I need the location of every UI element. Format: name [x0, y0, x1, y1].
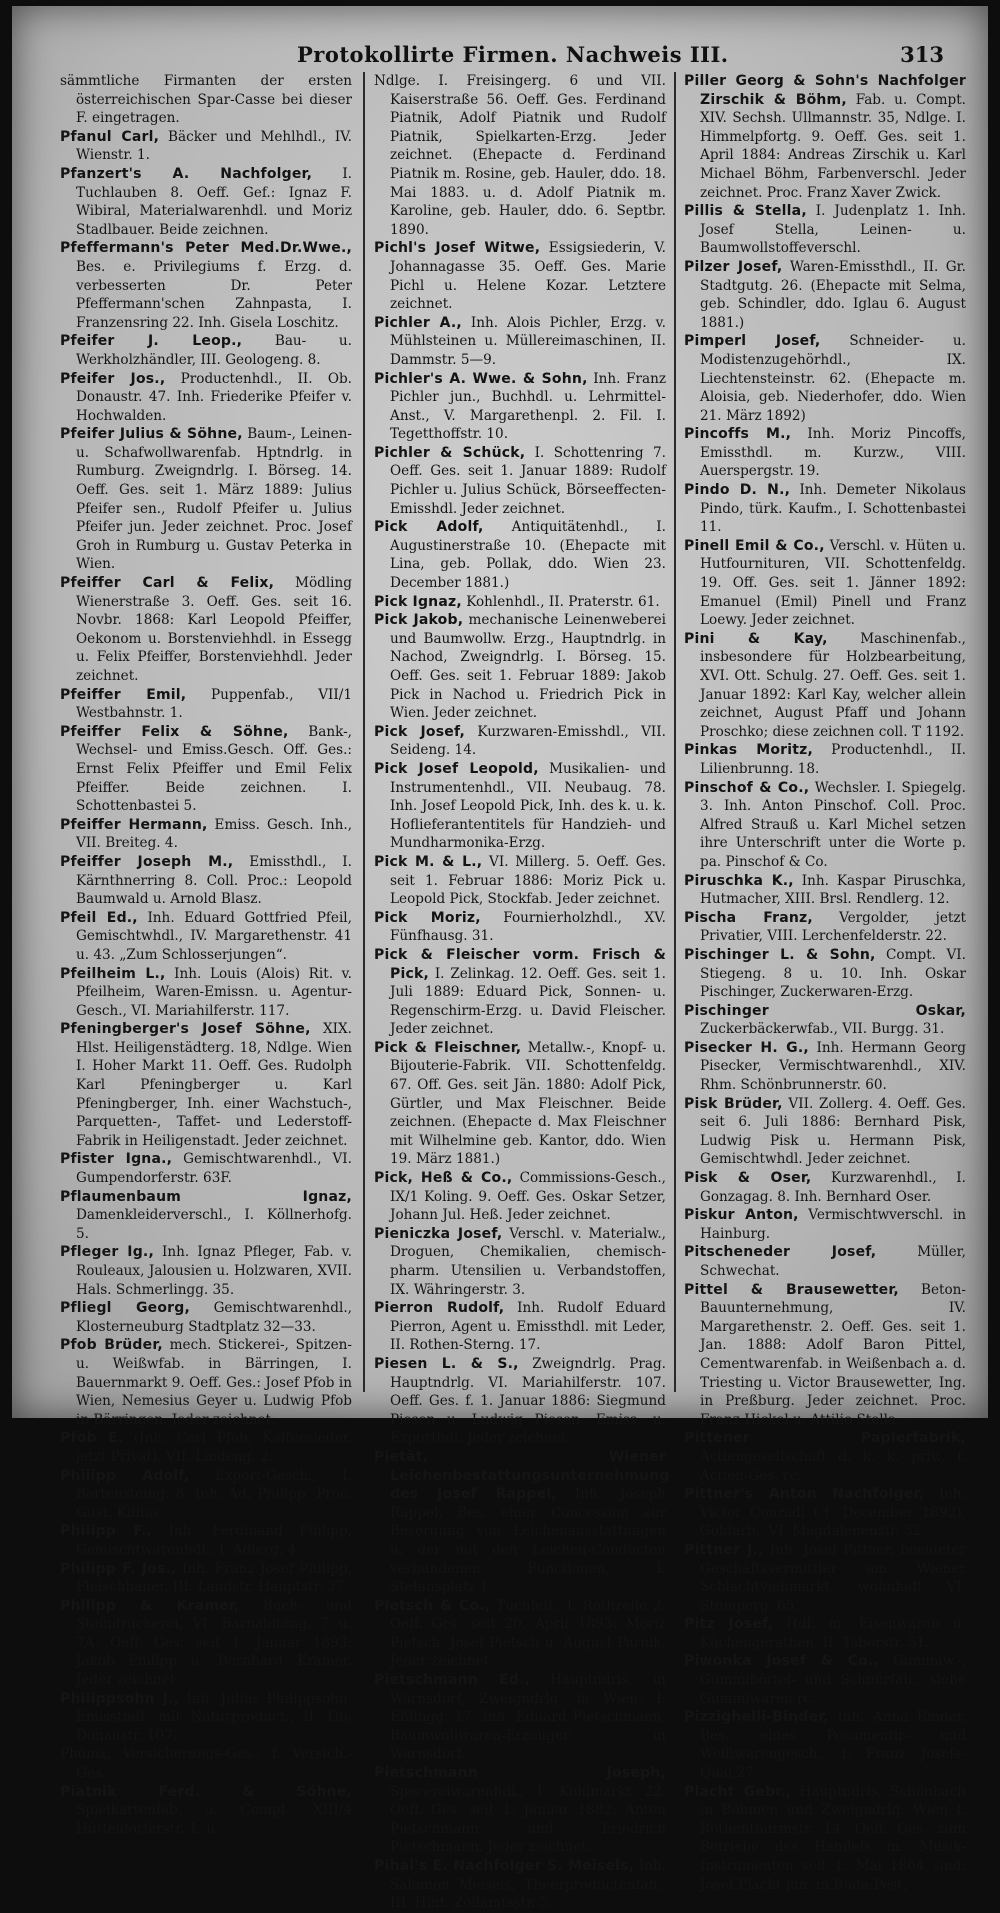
firm-details: Schneider- u. Modistenzugehörhdl., IX. Liechtensteinstr. 62. (Ehepacte m. Aloisia, geb. Niederhofer, ddo. Wien 21. März 1892): [700, 333, 966, 424]
directory-entry: [60, 128, 352, 165]
column-3: [684, 72, 967, 1893]
directory-entry: [684, 1783, 966, 1895]
firm-details: Metallw.-, Knopf- u. Bijouterie-Fabrik. VII. Schottenfeldg. 67. Off. Ges. seit Jän. 1880: Adolf Pick, Gürtler, und Max Fleischner. Beide zeichnen. (Ehepacte d. Max Fleischner mit Wilhelmine geb. Kantor, ddo. Wien 19. März 1881.): [390, 1039, 666, 1168]
directory-entry: [374, 593, 666, 612]
directory-entry: [374, 611, 666, 723]
firm-name: Pick Josef,: [374, 723, 466, 740]
directory-entry: [684, 1039, 966, 1095]
firm-details: Zuckerbäckerwfab., VII. Burgg. 31.: [700, 1021, 945, 1038]
firm-name: Pischinger L. & Sohn,: [684, 946, 876, 963]
firm-details: Inh. Victor Conradi († December 1892), Goldarb., VI. Magdalenenstr. 32.: [700, 1486, 966, 1540]
firm-details: Mödling Wienerstraße 3. Oeff. Ges. seit 16. Novbr. 1868: Karl Leopold Pfeiffer, Oekonom u. Borstenviehhdl. in Essegg u. Felix Pfeiffer, Borstenviehhdl. Jeder zeichnet.: [76, 575, 352, 684]
firm-details: Gummiw.-, Gummibörtel- und Schnürfab., siehe Gummiwaren rc.: [700, 1653, 966, 1707]
directory-entry: [60, 1188, 352, 1244]
firm-name: Pfister Igna.,: [60, 1151, 173, 1168]
directory-entry: [374, 444, 666, 518]
firm-name: Pihal's E. Nachfolger S. Meisels,: [374, 1858, 635, 1874]
firm-details: Tuchhdl., I. Rothzeile 2. Oeff. Ges. seit 20. April 1893: Moriz Pietsch, Josef Pietsch u. August Parnik. Jeder zeichnet.: [390, 1597, 666, 1670]
directory-entry: [60, 425, 352, 574]
directory-entry: [684, 630, 966, 742]
firm-name: Pieniczka Josef,: [374, 1225, 503, 1242]
firm-name: Pfanul Carl,: [60, 128, 160, 145]
directory-entry: [374, 760, 666, 853]
firm-details: Kohlenhdl., II. Praterstr. 61.: [466, 593, 660, 610]
firm-name: Pinell Emil & Co.,: [684, 537, 825, 554]
directory-entry: [374, 1857, 666, 1913]
directory-entry: [684, 1002, 966, 1039]
directory-entry: [60, 1150, 352, 1187]
firm-details: Productenhdl., II. Lilienbrunng. 18.: [700, 742, 966, 777]
column-rule: [674, 72, 676, 1392]
firm-details: Ndlge. I. Freisingerg. 6 und VII. Kaiserstraße 56. Oeff. Ges. Ferdinand Piatnik, Adolf Piatnik und Rudolf Piatnik, Spielkarten-Erzg. Jeder zeichnet. (Ehepacte d. Ferdinand Piatnik m. Rosine, geb. Hauler, ddo. 18. Mai 1883. u. d. Adolf Piatnik m. Karoline, geb. Hauler, ddo. 6. Septbr. 1890.: [374, 73, 666, 238]
directory-entry: [60, 1020, 352, 1150]
directory-entry: [684, 741, 966, 778]
firm-name: Pittener Papierfabrik,: [684, 1430, 966, 1447]
directory-entry: [60, 1745, 352, 1782]
firm-details: Gemischtwarenhdl., Klosterneuburg Stadtplatz 32—33.: [76, 1300, 352, 1335]
firm-name: Pfeffermann's Peter Med.Dr.Wwe.,: [60, 240, 352, 257]
firm-details: Fournierholzhdl., XV. Fünfhausg. 31.: [390, 909, 666, 945]
firm-name: Pindo D. N.,: [684, 482, 791, 499]
firm-name: Piruschka K.,: [684, 872, 794, 889]
directory-entry: [374, 1299, 666, 1355]
directory-entry: [60, 1299, 352, 1336]
firm-name: Pitz Josef,: [684, 1616, 774, 1633]
directory-entry: [60, 1243, 352, 1299]
firm-details: Vermischtwverschl. in Hainburg.: [700, 1207, 966, 1242]
firm-details: Inh. Franz Pichler jun., Buchhdl. u. Lehrmittel-Anst., V. Margarethenpl. 2. Fil. I. Tegetthoffstr. 10.: [390, 370, 666, 443]
firm-name: Pick Ignaz,: [374, 593, 462, 610]
firm-name: Pick Josef Leopold,: [374, 760, 539, 777]
firm-name: Pick Adolf,: [374, 519, 484, 536]
firm-details: Actiengesellschaft d. k. k. priv., f. Actien-Ges. rc.: [700, 1448, 966, 1484]
firm-name: Pfleger Ig.,: [60, 1244, 154, 1261]
directory-entry: [684, 1206, 966, 1243]
firm-details: Inh. Hermann Georg Pisecker, Vermischtwarenhdl., XIV. Rhm. Schönbrunnerstr. 60.: [700, 1039, 966, 1094]
firm-name: Pisk & Oser,: [684, 1170, 812, 1187]
firm-name: Pfeilheim L.,: [60, 965, 166, 982]
firm-details: Fab. u. Compt. XIV. Sechsh. Ullmannstr. 35, Ndlge. I. Himmelpfortg. 9. Oeff. Ges. seit 1. April 1884: Andreas Zirschik u. Karl Michael Böhm, Farbenverschl. Jeder zeichnet. Proc. Franz Xaver Zwick.: [700, 91, 966, 201]
directory-entry: [374, 518, 666, 592]
firm-details: Inh. Kaspar Piruschka, Hutmacher, XIII. Brsl. Rendlerg. 12.: [700, 872, 967, 908]
directory-entry: [60, 1690, 352, 1746]
firm-name: Pfeiffer Joseph M.,: [60, 853, 234, 870]
directory-page: [12, 6, 988, 1912]
directory-entry: [60, 574, 352, 686]
firm-details: Inh. Eduard Gottfried Pfeil, Gemischtwhdl., IV. Margarethenstr. 41 u. 43. „Zum Schlosserjungen“.: [76, 909, 352, 963]
firm-details: Damenkleiderverschl., I. Köllnerhofg. 5.: [76, 1207, 352, 1242]
firm-name: Pfob E.: [60, 1430, 124, 1447]
firm-name: Pichler A.,: [374, 314, 462, 331]
firm-details: Inh. Salomon Meisels, Theerproductenfab., III. Hint. Zollamtsstr. 5.: [390, 1858, 666, 1912]
directory-entry: [60, 816, 352, 853]
firm-details: Inh. Josef Pittner, beeideter Geschäftsvermittler am Wiener Schlachtviehmarkt, wohnhaft VI. Stumperg. 65.: [700, 1541, 966, 1614]
firm-details: Inh. Louis (Alois) Rit. v. Pfeilheim, Waren-Emissn. u. Agentur-Gesch., VI. Mariahilferstr. 117.: [76, 965, 353, 1019]
directory-entry: [60, 239, 352, 332]
firm-details: Puppenfab., VII/1 Westbahnstr. 1.: [76, 686, 352, 722]
directory-entry: [60, 1560, 352, 1597]
directory-entry: [374, 239, 666, 313]
firm-name: Pfeningberger's Josef Söhne,: [60, 1021, 311, 1038]
firm-name: Pfeiffer Felix & Söhne,: [60, 723, 289, 740]
firm-name: Philipp Adolf,: [60, 1467, 190, 1484]
directory-entry: [374, 1169, 666, 1225]
firm-name: Pietschmann Ed.,: [374, 1672, 530, 1689]
firm-details: Beton-Bauunternehmung, IV. Margarethenstr. 2. Oeff. Ges. seit 1. Jan. 1888: Adolf Baron Pittel, Cementwarenfab. in Weißenbach a. d. Triesting u. Victor Brausewetter, Ing. in Preßburg. Jeder zeichnet. Proc. Franz Hickel u. Attilio Stella.: [700, 1281, 966, 1428]
directory-entry: [684, 537, 966, 630]
firm-name: Pfanzert's A. Nachfolger,: [60, 165, 313, 182]
firm-name: Pimperl Josef,: [684, 333, 821, 350]
firm-details: Inh. Alois Pichler, Erzg. v. Mühlsteinen u. Müllereimaschinen, II. Dammstr. 5—9.: [390, 314, 666, 368]
firm-details: Verschl. v. Hüten u. Hutfournituren, VII. Schottenfeldg. 19. Off. Ges. seit 1. Jänner 1892: Emanuel (Emil) Pinell und Franz Loewy. Jeder zeichnet.: [700, 537, 966, 629]
firm-name: Pizzighelli-Binder,: [684, 1709, 829, 1726]
firm-details: Emissthdl., I. Kärnthnerring 8. Coll. Proc.: Leopold Baumwald u. Arnold Blasz.: [76, 853, 352, 908]
directory-entry: [684, 909, 966, 946]
firm-name: Placht Gebr.,: [684, 1783, 792, 1800]
firm-details: Buch- und Steindruckerei, VI. Barnabiteng. 7 u. 7A. Oeff. Ges. seit 1. Januar 1893: Jakob Philipp u. Bernhard Kramer. Jeder zeichnet.: [76, 1597, 352, 1689]
firm-details: VII. Zollerg. 4. Oeff. Ges. seit 6. Juli 1886: Bernhard Pisk, Ludwig Pisk u. Hermann Pisk, Gemischtwhdl. Jeder zeichnet.: [700, 1095, 966, 1168]
firm-details: Inh. Rudolf Eduard Pierron, Agent u. Emissthdl. mit Leder, II. Rothen-Sterng. 17.: [390, 1300, 667, 1354]
firm-details: Specereiwarenhdl., I. Kohlmarkt 22. Oeff. Ges. seit 1. Januar 1882: Anton Pietschmann und Friedrich Pietschmann. Jeder zeichnet.: [390, 1783, 666, 1856]
directory-entry: [374, 909, 666, 946]
firm-name: Pick, Heß & Co.,: [374, 1170, 513, 1187]
firm-name: Pittner J.,: [684, 1541, 764, 1558]
directory-entry: [374, 1039, 666, 1169]
firm-name: Pincoffs M.,: [684, 426, 792, 443]
directory-entry: [374, 1225, 666, 1299]
firm-details: sämmtliche Firmanten der ersten österreichischen Spar-Casse bei dieser F. eingetragen.: [60, 73, 352, 127]
directory-entry: [60, 1522, 352, 1559]
firm-name: Philipp & Kramer,: [60, 1597, 240, 1614]
firm-details: I. Tuchlauben 8. Oeff. Gef.: Ignaz F. Wibiral, Materialwarenhdl. und Moriz Stadlbauer. Beide zeichnen.: [76, 165, 353, 238]
firm-details: Inh. Ignaz Pfleger, Fab. v. Rouleaux, Jalousien u. Holzwaren, XVII. Hals. Schmerlingg. 35.: [76, 1244, 352, 1298]
firm-details: Musikalien- und Instrumentenhdl., VII. Neubaug. 78. Inh. Josef Leopold Pick, Inh. des k. u. k. Hoflieferantentitels für Handzieh- und Mundharmonika-Erzg.: [390, 760, 667, 852]
firm-name: Pfeil Ed.,: [60, 909, 138, 926]
firm-name: Pfob Brüder,: [60, 1337, 163, 1354]
directory-entry: [374, 1448, 670, 1597]
firm-details: Bau- u. Werkholzhändler, III. Geologeng. 8.: [76, 333, 352, 368]
firm-name: Pietschmann Joseph,: [374, 1765, 666, 1782]
directory-entry: [684, 946, 966, 1002]
firm-name: Pittner's Anton Nachfolger,: [684, 1486, 925, 1503]
directory-entry: [684, 1169, 966, 1206]
directory-entry: [374, 1597, 666, 1671]
firm-details: Hdl. m. Eisenwaren u. Küchengeräthen, II. Taborstr. 51.: [700, 1616, 966, 1651]
firm-details: I. Judenplatz 1. Inh. Josef Stella, Leinen- u. Baumwollstoffeverschl.: [700, 203, 966, 257]
directory-entry: [60, 686, 352, 723]
directory-entry: [684, 1281, 966, 1430]
firm-name: Pick & Fleischer vorm. Frisch & Pick,: [374, 946, 666, 982]
directory-entry: [684, 1615, 966, 1652]
firm-name: Pinkas Moritz,: [684, 742, 814, 759]
directory-entry: [60, 909, 352, 965]
firm-details: Antiquitätenhdl., I. Augustinerstraße 10. (Ehepacte mit Lina, geb. Pollak, ddo. Wien 23. December 1881.): [390, 519, 666, 592]
firm-name: Pittel & Brausewetter,: [684, 1281, 899, 1298]
directory-entry: [60, 1429, 352, 1466]
firm-name: Pick Jakob,: [374, 612, 464, 629]
page-number: 313: [900, 42, 944, 67]
firm-name: Pischa Franz,: [684, 909, 813, 926]
firm-name: Pfeifer Julius & Söhne,: [60, 426, 243, 443]
directory-entry: [374, 370, 666, 444]
firm-details: Emiss. Gesch. Inh., VII. Breiteg. 4.: [76, 816, 353, 852]
firm-name: Pfeiffer Emil,: [60, 686, 187, 703]
header-title: Protokollirte Firmen. Nachweis III.: [297, 42, 729, 67]
firm-details: Wechsler. I. Spiegelg. 3. Inh. Anton Pinschof. Coll. Proc. Alfred Strauß u. Karl Michel setzen ihre Unterschrift unter die Worte p. pa. Pinschof & Co.: [700, 779, 966, 870]
directory-entry: [60, 165, 352, 239]
firm-details: Essigsiederin, V. Johannagasse 35. Oeff. Ges. Marie Pichl u. Helene Kozar. Letztere zeichnet.: [390, 240, 667, 313]
firm-details: Commissions-Gesch., IX/1 Koling. 9. Oeff. Ges. Oskar Setzer, Johann Jul. Heß. Jeder zeichnet.: [390, 1170, 666, 1224]
firm-details: Maschinenfab., insbesondere für Holzbearbeitung, XVI. Ott. Schulg. 27. Oeff. Ges. seit 1. Januar 1892: Karl Kay, welcher allein zeichnet, August Pfaff und Johann Proschko; diese zeichnen coll. T 1192.: [700, 630, 966, 740]
firm-details: Spielkartenfab. u. Compt. XIII/4 Hütteldorferstr. 1. u.: [76, 1802, 352, 1837]
firm-name: Pillis & Stella,: [684, 203, 807, 220]
firm-details: Hauptndrls. in Warnsdorf, Zweigndrlg. in Wien, I. Eßlingg. 17. Inh. Eduard Pietschmann, Baumwollwaren-Erzeuger in Warnsdorf.: [390, 1672, 666, 1763]
firm-details: Waren-Emissthdl., II. Gr. Stadtgutg. 26. (Ehepacte mit Selma, geb. Schindler, ddo. Iglau 6. August 1881.): [700, 258, 966, 331]
firm-details: Inh. Joseph Rappel, Bes. einer Concession zur Besorgung von Leichenausstattungen u. der mit den Leichen-Conducten verbundenen Functionen, I. Stefansplatz 1.: [390, 1486, 666, 1596]
firm-name: Pisk Brüder,: [684, 1095, 783, 1112]
directory-entry: [684, 481, 966, 537]
firm-details: Inh. Moriz Pincoffs, Emissthdl. m. Kurzw., VIII. Auerspergstr. 19.: [700, 426, 966, 480]
firm-name: Pfeifer J. Leop.,: [60, 333, 243, 350]
firm-name: Philipp F.,: [60, 1523, 153, 1540]
directory-entry: [684, 1429, 966, 1485]
directory-entry: [374, 1355, 666, 1448]
firm-name: Piatnik Ferd. & Söhne,: [60, 1783, 352, 1800]
directory-entry: [684, 1485, 966, 1541]
directory-entry: [684, 1095, 966, 1169]
firm-name: Pfliegl Georg,: [60, 1300, 191, 1317]
directory-entry: [374, 1671, 666, 1764]
firm-details: Phönix, Versicherungs-Ges., f. Versich.-Ges.: [60, 1746, 352, 1782]
directory-entry: [374, 723, 666, 760]
firm-name: Pilzer Josef,: [684, 258, 783, 275]
firm-details: mech. Stickerei-, Spitzen- u. Weißwfab. in Bärringen, I. Bauernmarkt 9. Oeff. Ges.: Josef Pfob in Wien, Nemesius Geyer u. Ludwig Pfob in Bärringen. Jeder zeichnet.: [76, 1337, 352, 1428]
firm-details: Kurzwarenhdl., I. Gonzagag. 8. Inh. Bernhard Oser.: [700, 1170, 966, 1205]
firm-name: Pichler's A. Wwe. & Sohn,: [374, 370, 588, 387]
firm-details: Export-Gesch., I. Bartensteing. 8. Inh. Ad. Philipp. Proc. Gust. Killius.: [76, 1467, 352, 1521]
firm-name: Philipp F. Jos.,: [60, 1560, 177, 1577]
directory-entry: [684, 258, 966, 332]
firm-details: Müller, Schwechat.: [700, 1244, 966, 1279]
firm-details: Compt. VI. Stiegeng. 8 u. 10. Inh. Oskar Pischinger, Zuckerwaren-Erzg.: [700, 946, 966, 1001]
firm-details: XIX. Hlst. Heiligenstädterg. 18, Ndlge. Wien I. Hoher Markt 11. Oeff. Ges. Rudolph Karl Pfeningberger u. Karl Pfeningberger, Inh. einer Wachstuch-, Parquetten-, Taffet- und Lederstoff-Fabrik in Heiligenstadt. Jeder zeichnet.: [76, 1021, 352, 1149]
firm-name: Pini & Kay,: [684, 630, 828, 647]
firm-name: Pinschof & Co.,: [684, 779, 810, 796]
firm-details: VI. Millerg. 5. Oeff. Ges. seit 1. Februar 1886: Moriz Pick u. Leopold Pick, Stockfab. Jeder zeichnet.: [390, 853, 666, 908]
firm-details: Gemischtwarenhdl., VI. Gumpendorferstr. 63F.: [76, 1151, 352, 1187]
firm-name: Pierron Rudolf,: [374, 1300, 505, 1317]
firm-name: Pichler & Schück,: [374, 444, 526, 461]
firm-name: Pisecker H. G.,: [684, 1039, 809, 1056]
firm-name: Piller Georg & Sohn's Nachfolger Zirschik & Böhm,: [684, 73, 966, 108]
firm-details: I. Zelinkag. 12. Oeff. Ges. seit 1. Juli 1889: Eduard Pick, Sonnen- u. Regenschirm-Erzg. u. David Fleischer. Jeder zeichnet.: [390, 965, 666, 1038]
directory-entry: [684, 1541, 966, 1615]
firm-name: Pfeifer Jos.,: [60, 370, 166, 387]
firm-name: Pischinger Oskar,: [684, 1002, 966, 1019]
firm-details: Inh. Franz Josef Philipp, Fleischhauer, III. Landstr. Hauptstr. 37.: [76, 1560, 352, 1596]
directory-entry: [60, 370, 352, 426]
firm-details: Verschl. v. Materialw., Droguen, Chemikalien, chemisch-pharm. Utensilien u. Verbandstoffen, IX. Währingerstr. 3.: [390, 1225, 666, 1298]
directory-entry: [684, 72, 966, 202]
firm-details: Baum-, Leinen- u. Schafwollwarenfab. Hptndrlg. in Rumburg. Zweigndrlg. I. Börseg. 14. Oeff. Ges. seit 1. März 1889: Julius Pfeifer sen., Rudolf Pfeifer u. Julius Pfeifer jun. Jeder zeichnet. Proc. Josef Groh in Rumburg u. Gustav Peterka in Wien.: [76, 426, 352, 573]
firm-details: I. Schottenring 7. Oeff. Ges. seit 1. Januar 1889: Rudolf Pichler u. Julius Schück, Börseeffecten-Emisshdl. Jeder zeichnet.: [390, 444, 666, 517]
firm-name: Pick Moriz,: [374, 909, 481, 926]
firm-details: Bäcker und Mehlhdl., IV. Wienstr. 1.: [76, 128, 352, 164]
firm-details: Inh. Demeter Nikolaus Pindo, türk. Kaufm., I. Schottenbastei 11.: [700, 482, 967, 536]
directory-entry: [684, 425, 966, 481]
directory-entry: [684, 1243, 966, 1280]
firm-details: Hauptndrls. Schönbach in Böhmen und Zweigndrlg. Wien I. Rothenthurmstr. 14. Oeff. Ges. zum Betriebe des Handels m. Musik-Instrumenten seit 1. Mai 1864 sind: Josef Placht jun. in Buda-Pest,: [700, 1783, 966, 1893]
firm-name: Pietät, Wiener Leichenbestattungsunternehmung des Josef Rappel,: [374, 1448, 670, 1503]
firm-details: Inh. Julius Philippsohn, Emissthdl. mit Naturproduct., II. Ob. Donaustr. 107.: [76, 1690, 352, 1744]
directory-entry: [374, 853, 666, 909]
firm-name: Pitscheneder Josef,: [684, 1244, 877, 1261]
directory-entry: [684, 872, 966, 909]
firm-details: Kurzwaren-Emisshdl., VII. Seideng. 14.: [390, 723, 666, 759]
directory-entry: [60, 72, 352, 128]
firm-details: Inh. Anna Binder, Bes. eines Posamentir- und Weißwarengesch., I. Franz Josefs-Quai 27.: [700, 1709, 966, 1782]
firm-name: Pfeiffer Hermann,: [60, 816, 208, 833]
firm-details: Inh. Ferdinand Philipp, Gemischtwarenhdl., I. Adlerg. 4.: [76, 1523, 353, 1558]
directory-entry: [684, 332, 966, 425]
firm-details: Vergolder, jetzt Privatier, VIII. Lerchenfelderstr. 22.: [700, 909, 966, 945]
firm-name: Pfeiffer Carl & Felix,: [60, 575, 275, 592]
firm-details: Productenhdl., II. Ob. Donaustr. 47. Inh. Friederike Pfeifer v. Hochwalden.: [76, 370, 352, 424]
directory-entry: [684, 1652, 966, 1708]
directory-entry: [684, 1708, 966, 1782]
firm-name: Pflaumenbaum Ignaz,: [60, 1188, 352, 1205]
firm-details: Zweigndrlg. Prag. Hauptndrlg. VI. Mariahilferstr. 107. Oeff. Ges. f. 1. Januar 1886: Siegmund Piesen u. Ludwig Piesen, Emiss. u. Exporthdl. Jeder zeichnet.: [390, 1355, 666, 1447]
firm-name: Philippsohn J.,: [60, 1690, 180, 1707]
directory-entry: [684, 779, 966, 872]
directory-entry: [60, 332, 352, 369]
directory-entry: [374, 314, 666, 370]
directory-entry: [60, 965, 352, 1021]
column-2: [374, 72, 670, 1912]
directory-entry: [374, 1764, 666, 1857]
directory-entry: [60, 723, 352, 816]
page-header: [12, 42, 988, 72]
firm-name: Pietsch & Co.,: [374, 1597, 491, 1614]
firm-name: Piskur Anton,: [684, 1207, 799, 1224]
firm-details: Bes. e. Privilegiums f. Erzg. d. verbesserten Dr. Peter Pfeffermann'schen Zahnpasta, I. Franzensring 22. Inh. Gisela Loschitz.: [76, 258, 352, 331]
firm-details: mechanische Leinenweberei und Baumwollw. Erzg., Hauptndrlg. in Nachod, Zweigndrlg. I. Börseg. 15. Oeff. Ges. seit 1. Februar 1889: Jakob Pick in Nachod u. Friedrich Pick in Wien. Jeder zeichnet.: [390, 612, 666, 722]
column-rule: [363, 72, 365, 1392]
directory-entry: [60, 1597, 352, 1690]
directory-entry: [60, 1783, 352, 1839]
directory-entry: [60, 1336, 352, 1429]
directory-entry: [374, 946, 666, 1039]
directory-entry: [684, 202, 966, 258]
directory-entry: [60, 1467, 352, 1523]
column-1: [60, 72, 353, 1837]
firm-details: (Inh. Carl Pfob, Kaffeesieder. jetzt Privat), VII. Lindeng. 2.: [76, 1430, 352, 1465]
firm-name: Piesen L. & S.,: [374, 1355, 519, 1372]
firm-details: Bank-, Wechsel- und Emiss.Gesch. Off. Ges.: Ernst Felix Pfeiffer und Emil Felix Pfeiffer. Beide zeichnen. I. Schottenbastei 5.: [76, 723, 352, 815]
firm-name: Pick M. & L.,: [374, 853, 483, 870]
directory-entry: [60, 853, 352, 909]
firm-name: Piwonka Josef & Co.,: [684, 1653, 880, 1670]
firm-name: Pick & Fleischner,: [374, 1039, 522, 1056]
firm-name: Pichl's Josef Witwe,: [374, 240, 541, 257]
directory-entry: [374, 72, 666, 239]
